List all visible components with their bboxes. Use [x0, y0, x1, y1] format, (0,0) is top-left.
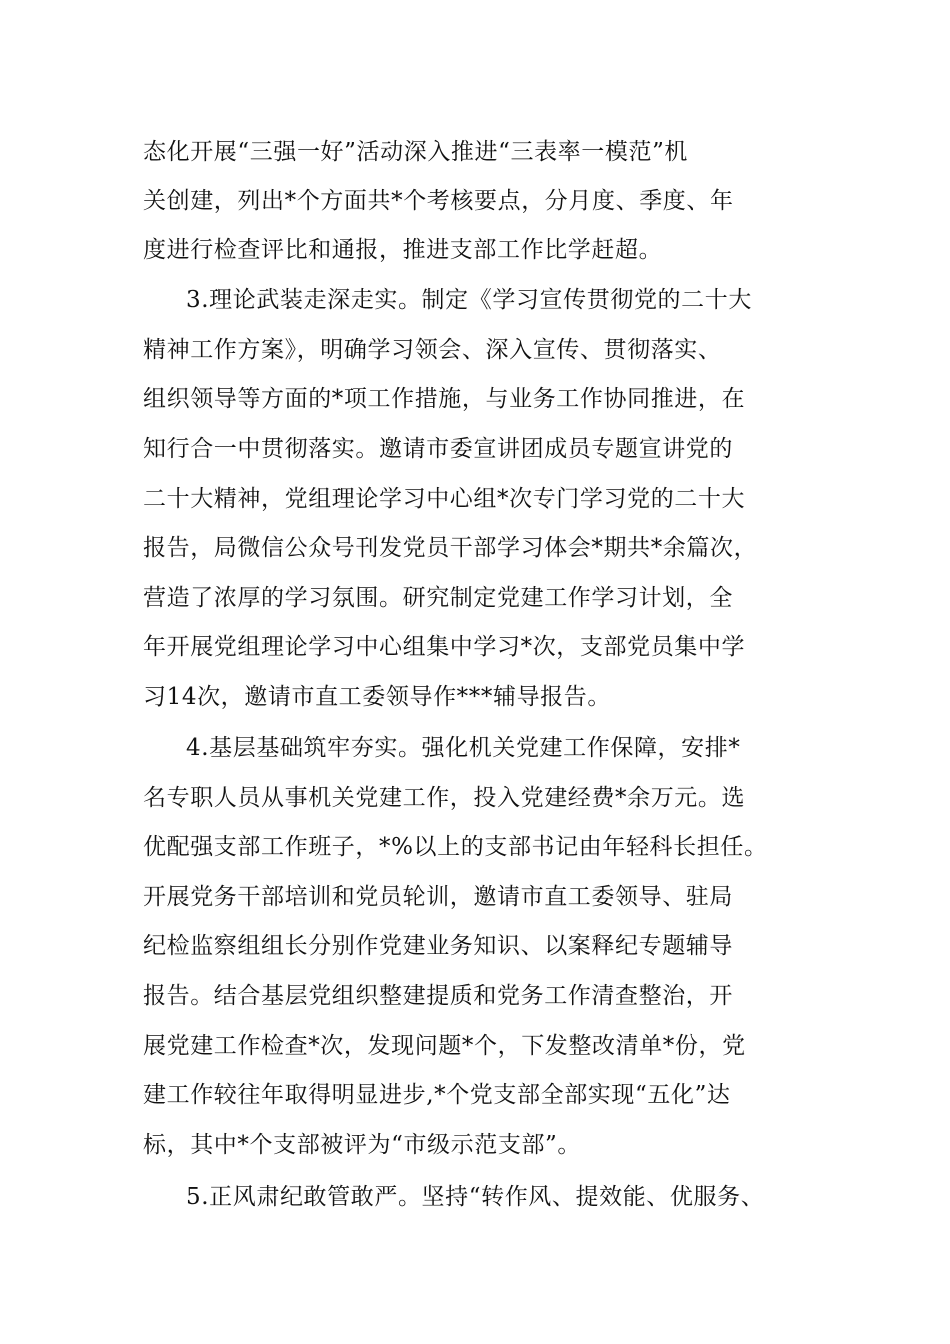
- paragraph-4-first-line: 4.基层基础筑牢夯实。强化机关党建工作保障，安排*: [186, 735, 741, 761]
- text-line: 营造了浓厚的学习氛围。研究制定党建工作学习计划，全: [143, 585, 733, 611]
- text-line: 报告，局微信公众号刊发党员干部学习体会*期共*余篇次，: [143, 535, 758, 561]
- text-line: 关创建，列出*个方面共*个考核要点，分月度、季度、年: [143, 188, 734, 214]
- text-line: 习14次，邀请市直工委领导作***辅导报告。: [143, 684, 611, 710]
- text-line: 二十大精神，党组理论学习中心组*次专门学习党的二十大: [143, 486, 746, 512]
- text-line: 开展党务干部培训和党员轮训，邀请市直工委领导、驻局: [143, 884, 733, 910]
- text-line: 知行合一中贯彻落实。邀请市委宣讲团成员专题宣讲党的: [143, 436, 733, 462]
- text-line: 标，其中*个支部被评为“市级示范支部”。: [143, 1132, 582, 1158]
- text-line: 建工作较往年取得明显进步,*个党支部全部实现“五化”达: [143, 1082, 731, 1108]
- text-line: 名专职人员从事机关党建工作，投入党建经费*余万元。选: [143, 785, 746, 811]
- text-line: 展党建工作检查*次，发现问题*个，下发整改清单*份，党: [143, 1033, 746, 1059]
- text-line: 精神工作方案》，明确学习领会、深入宣传、贯彻落实、: [143, 337, 722, 363]
- text-line: 报告。结合基层党组织整建提质和党务工作清查整治，开: [143, 983, 733, 1009]
- text-line: 年开展党组理论学习中心组集中学习*次，支部党员集中学: [143, 634, 746, 660]
- paragraph-3-first-line: 3.理论武装走深走实。制定《学习宣传贯彻党的二十大: [186, 287, 752, 313]
- paragraph-5-first-line: 5.正风肃纪敢管敢严。坚持“转作风、提效能、优服务、: [186, 1184, 765, 1210]
- text-line: 优配强支部工作班子，*%以上的支部书记由年轻科长担任。: [143, 834, 768, 860]
- text-line: 组织领导等方面的*项工作措施，与业务工作协同推进，在: [143, 386, 746, 412]
- text-line: 态化开展“三强一好”活动深入推进“三表率一模范”机: [143, 139, 689, 165]
- text-line: 度进行检查评比和通报，推进支部工作比学赶超。: [143, 237, 663, 263]
- text-line: 纪检监察组组长分别作党建业务知识、以案释纪专题辅导: [143, 933, 733, 959]
